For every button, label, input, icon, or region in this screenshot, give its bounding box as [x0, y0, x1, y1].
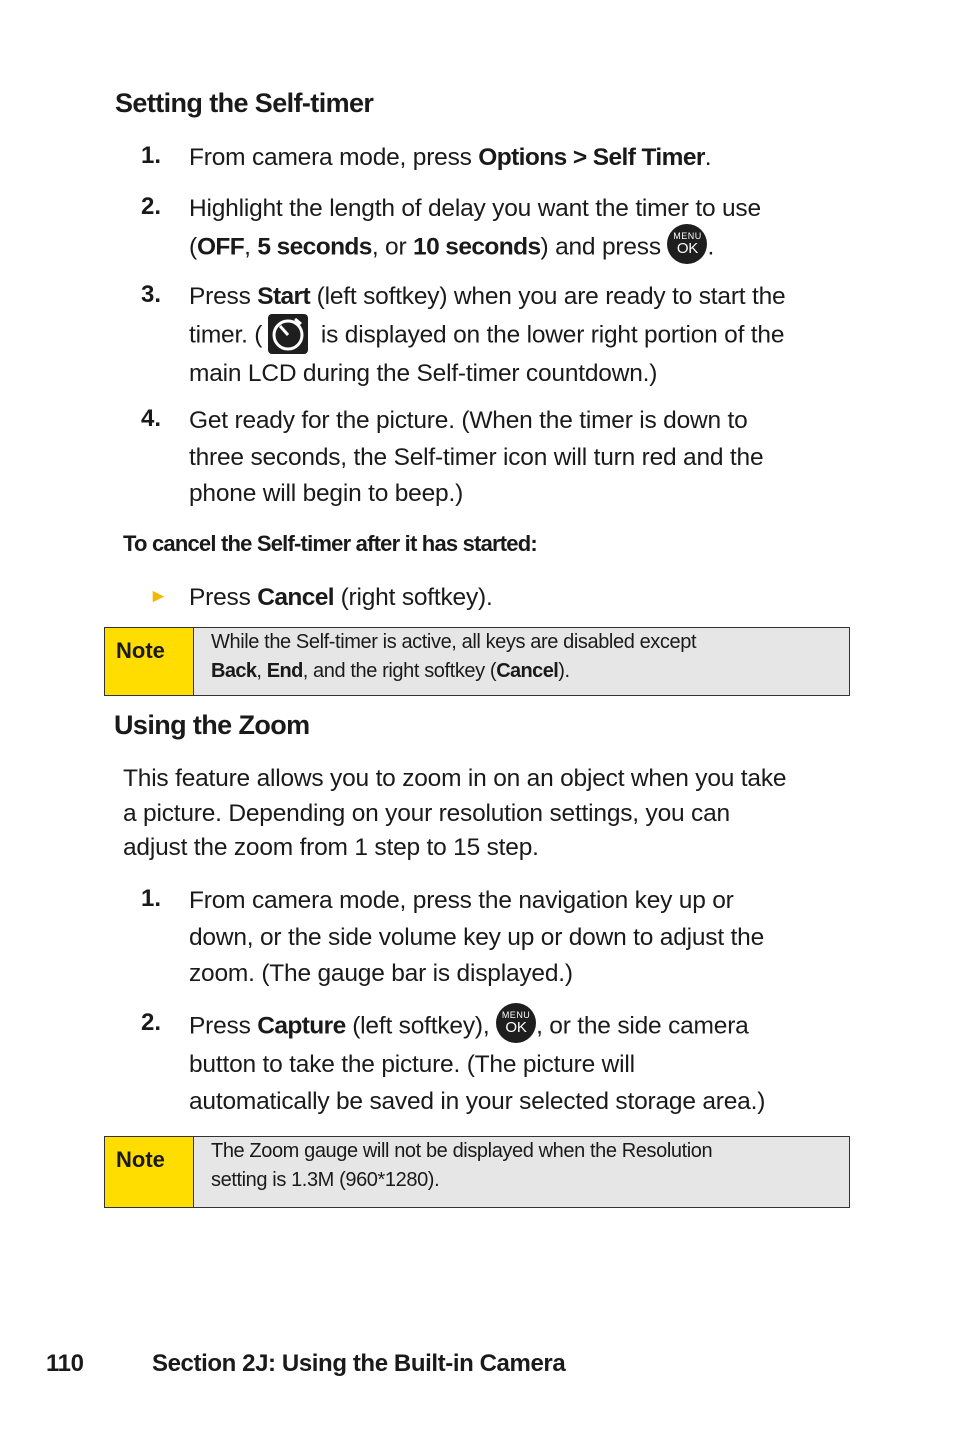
- step-number: 2.: [141, 1009, 162, 1036]
- note-box: [104, 1136, 850, 1208]
- bullet-arrow-icon: ►: [149, 586, 168, 607]
- footer-section-title: Section 2J: Using the Built-in Camera: [152, 1350, 566, 1377]
- step-text-segment: .: [704, 144, 712, 171]
- step-text-segment: (left softkey),: [345, 1012, 497, 1040]
- step-number: 2.: [141, 193, 162, 220]
- step-text-segment: (: [189, 232, 197, 260]
- step-line: main LCD during the Self-timer countdown.): [189, 359, 658, 387]
- step-line: [189, 316, 889, 356]
- note-text: [194, 1137, 712, 1207]
- step-line: zoom. (The gauge bar is displayed.): [189, 960, 573, 987]
- step-text: [189, 403, 889, 513]
- note-bold-term: Back: [211, 660, 257, 682]
- step-text-segment: ) and press: [540, 232, 668, 260]
- step-line: Highlight the length of delay you want the timer to use: [189, 195, 761, 222]
- cancel-instruction: [189, 580, 493, 617]
- paragraph-line: adjust the zoom from 1 step to 15 step.: [123, 834, 539, 861]
- step-number: 1.: [141, 885, 162, 912]
- menu-ok-key-icon: [496, 1003, 536, 1043]
- section-heading-self-timer: Setting the Self-timer: [115, 88, 374, 118]
- note-text: [194, 628, 696, 695]
- note-line: [211, 657, 696, 686]
- step-text: [189, 279, 889, 392]
- note-bold-term: Cancel: [496, 660, 559, 682]
- note-line: The Zoom gauge will not be displayed when the Resolution: [211, 1140, 713, 1162]
- step-line: [189, 228, 869, 268]
- cancel-subheading: To cancel the Self-timer after it has started:: [123, 531, 537, 556]
- step-text-segment: timer. (: [189, 320, 263, 348]
- step-line: [189, 1007, 889, 1047]
- note-text-segment: ).: [558, 660, 570, 682]
- ok-key-top-label: MENU: [673, 230, 702, 241]
- step-line: [189, 279, 889, 316]
- step-bold-term: 10 seconds: [413, 232, 541, 260]
- step-number: 4.: [141, 405, 162, 432]
- step-text-segment: is displayed on the lower right portion of the: [314, 320, 785, 348]
- step-text-segment: Press: [189, 1012, 258, 1040]
- step-text-segment: , or the side camera: [536, 1012, 749, 1040]
- step-text-segment: .: [707, 232, 715, 260]
- menu-ok-key-icon: [667, 224, 707, 264]
- step-line: three seconds, the Self-timer icon will turn red and the: [189, 443, 764, 471]
- zoom-intro-paragraph: [123, 762, 883, 866]
- step-bold-term: Options > Self Timer: [478, 144, 705, 171]
- ok-key-bottom-label: OK: [676, 239, 699, 257]
- step-text-segment: Press: [189, 283, 258, 310]
- step-bold-term: Cancel: [257, 584, 334, 611]
- step-text-segment: , or: [371, 232, 414, 260]
- step-bold-term: OFF: [196, 232, 245, 260]
- note-box: [104, 627, 850, 696]
- note-line: setting is 1.3M (960*1280).: [211, 1169, 440, 1191]
- self-timer-icon: [268, 314, 308, 354]
- step-text: [189, 1007, 889, 1120]
- step-text-segment: From camera mode, press: [189, 144, 479, 171]
- step-text: [189, 883, 889, 993]
- step-line: From camera mode, press the navigation key up or: [189, 887, 734, 914]
- step-text: [189, 191, 869, 268]
- paragraph-line: This feature allows you to zoom in on an object when you take: [123, 765, 787, 792]
- step-line: Get ready for the picture. (When the timer is down to: [189, 407, 748, 434]
- step-line: automatically be saved in your selected storage area.): [189, 1087, 766, 1115]
- step-bold-term: Capture: [257, 1012, 346, 1040]
- note-text-segment: , and the right softkey (: [302, 660, 497, 682]
- step-text: [189, 140, 711, 177]
- paragraph-line: a picture. Depending on your resolution settings, you can: [123, 799, 730, 827]
- step-bold-term: 5 seconds: [257, 232, 372, 260]
- step-number: 3.: [141, 281, 162, 308]
- step-line: button to take the picture. (The picture will: [189, 1051, 635, 1078]
- step-text-segment: ,: [244, 232, 258, 260]
- ok-key-top-label: MENU: [501, 1010, 531, 1020]
- note-label: Note: [105, 628, 194, 695]
- page-number: 110: [46, 1350, 84, 1377]
- note-text-segment: ,: [256, 660, 267, 682]
- note-label: Note: [105, 1137, 194, 1207]
- section-heading-zoom: Using the Zoom: [114, 710, 310, 740]
- note-line: While the Self-timer is active, all keys are disabled except: [211, 631, 697, 653]
- step-line: phone will begin to beep.): [189, 480, 464, 507]
- step-number: 1.: [141, 142, 162, 169]
- step-text-segment: Press: [189, 584, 258, 611]
- step-text-segment: (left softkey) when you are ready to start the: [310, 283, 786, 310]
- note-bold-term: End: [266, 660, 303, 682]
- ok-key-bottom-label: OK: [505, 1019, 527, 1036]
- step-text-segment: (right softkey).: [333, 584, 493, 611]
- step-bold-term: Start: [257, 283, 311, 310]
- step-line: down, or the side volume key up or down to adjust the: [189, 923, 765, 951]
